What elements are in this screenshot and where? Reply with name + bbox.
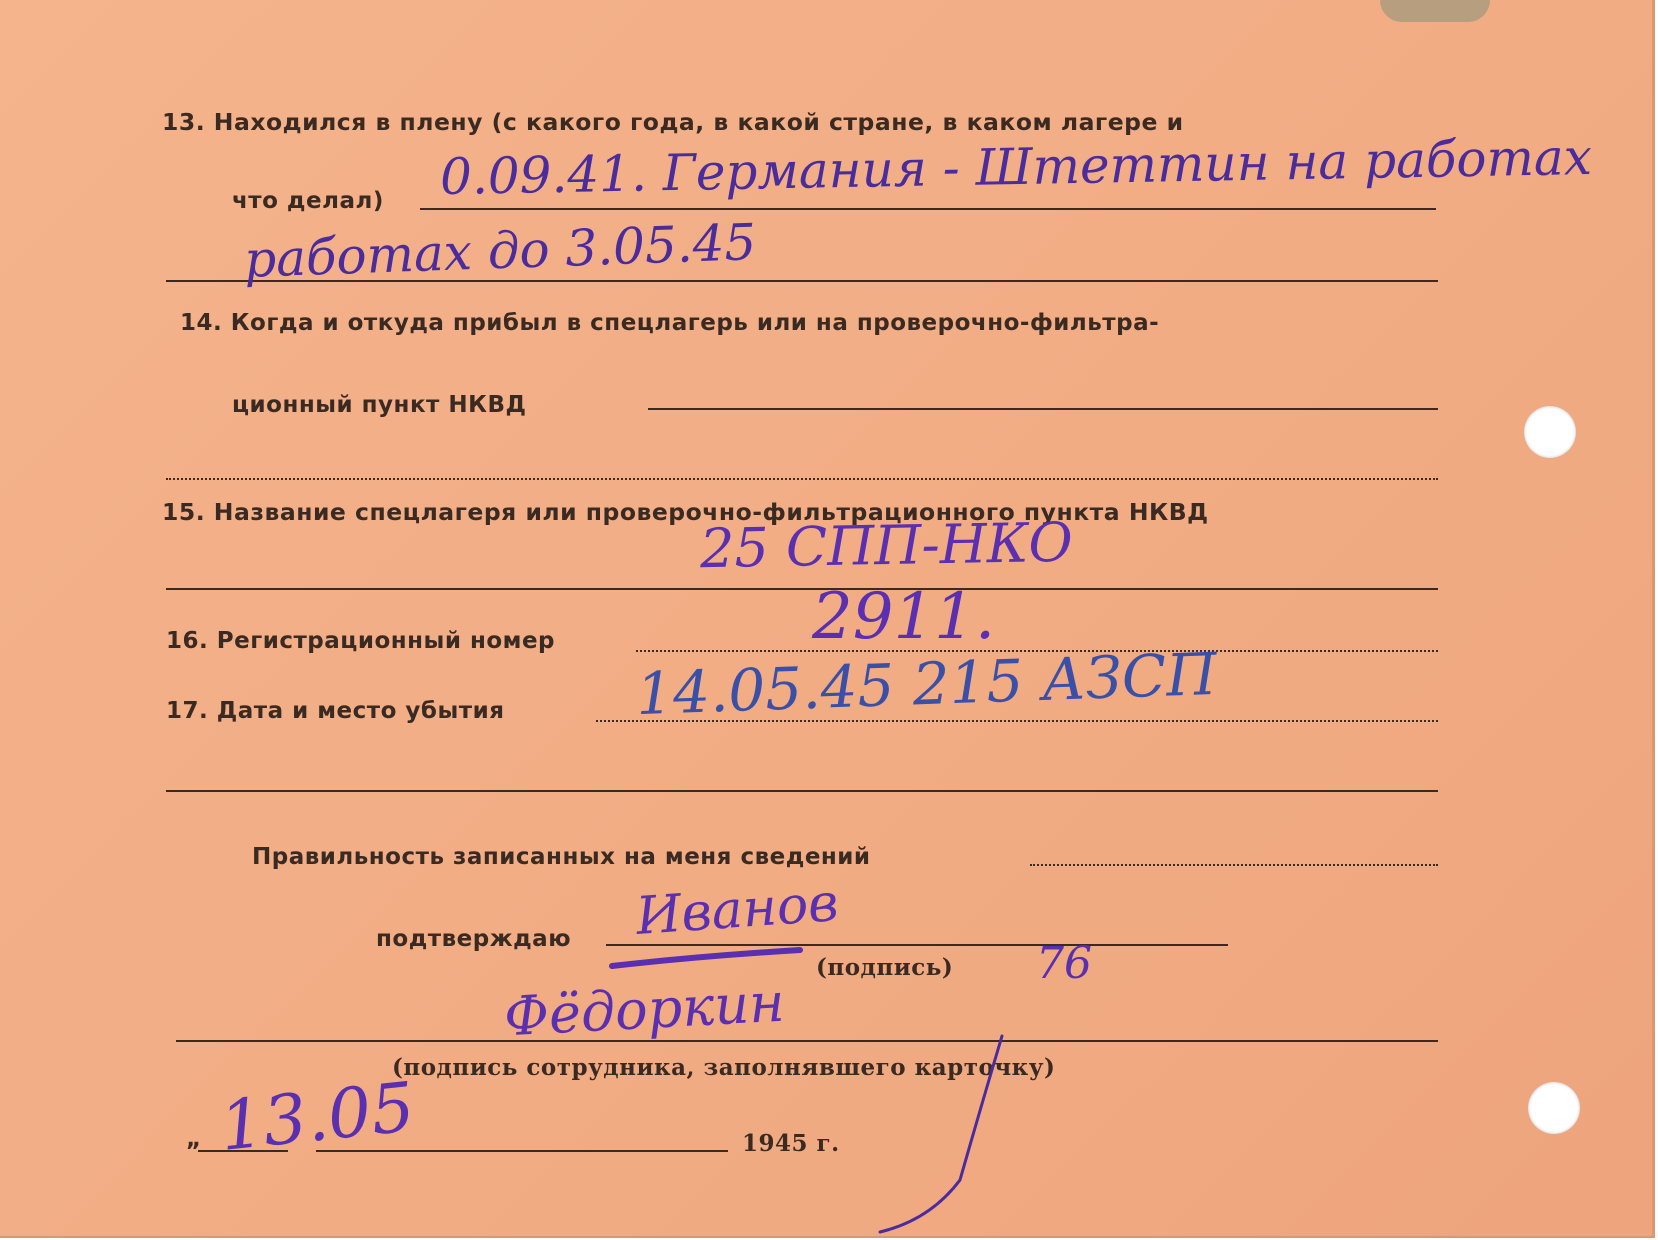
date-year-suffix: 1945 г. <box>742 1130 840 1157</box>
employee-signature: Фёдоркин <box>502 970 787 1049</box>
date-handwriting: 13.05 <box>216 1068 419 1167</box>
confirm-label: подтверждаю <box>376 926 572 952</box>
corner-mark: 76 <box>1036 938 1092 989</box>
answer-13-handwriting-1: 0.09.41. Германия - Штеттин на работах <box>439 127 1593 207</box>
owner-signature-caption: (подпись) <box>816 954 954 981</box>
question-14-text: 14. Когда и откуда прибыл в спецлагерь или на проверочно-фильтра- <box>180 310 1160 336</box>
question-13-continuation: что делал) <box>232 188 384 214</box>
date-quote-mark: „ <box>186 1126 202 1152</box>
answer-15-handwriting: 25 СПП-НКО <box>699 510 1074 581</box>
question-17-text: 17. Дата и место убытия <box>166 698 505 724</box>
owner-signature: Иванов <box>634 873 841 947</box>
answer-13-handwriting-2: работах до 3.05.45 <box>243 213 758 289</box>
confirmation-text: Правильность записанных на меня сведений <box>252 844 871 870</box>
question-13-text: 13. Находился в плену (с какого года, в какой стране, в каком лагере и <box>162 108 1184 136</box>
answer-16-handwriting: 2911. <box>812 580 996 654</box>
question-15-text: 15. Название спецлагеря или проверочно-фильтрационного пункта НКВД <box>162 498 1209 526</box>
answer-17-handwriting: 14.05.45 215 АЗСП <box>634 639 1218 729</box>
employee-signature-caption: (подпись сотрудника, заполнявшего карточку) <box>392 1054 1056 1081</box>
question-16-text: 16. Регистрационный номер <box>166 628 556 654</box>
question-14-continuation: ционный пункт НКВД <box>232 392 527 418</box>
